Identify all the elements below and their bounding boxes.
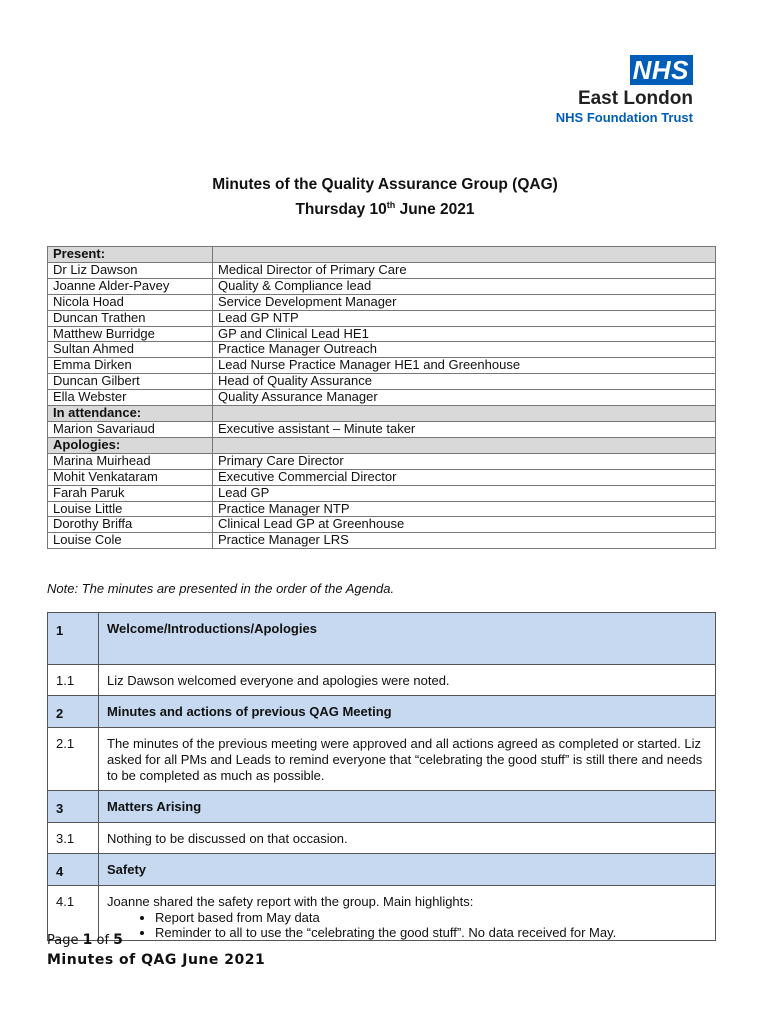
document-title bbox=[0, 174, 770, 220]
attendee-role: Practice Manager Outreach bbox=[213, 342, 716, 358]
attendee-role: Lead GP bbox=[213, 485, 716, 501]
agenda-number: 2.1 bbox=[48, 728, 99, 791]
attendance-row bbox=[48, 310, 716, 326]
agenda-text: Nothing to be discussed on that occasion. bbox=[107, 831, 348, 846]
attendee-name: Matthew Burridge bbox=[48, 326, 213, 342]
agenda-number: 1.1 bbox=[48, 665, 99, 696]
agenda-item-row bbox=[48, 823, 716, 854]
title-date-suffix: th bbox=[386, 200, 396, 210]
attendee-name: Marina Muirhead bbox=[48, 453, 213, 469]
agenda-item-text bbox=[99, 823, 716, 854]
attendance-section-header bbox=[48, 437, 716, 453]
attendance-row bbox=[48, 294, 716, 310]
agenda-section-row bbox=[48, 791, 716, 823]
attendee-name: Sultan Ahmed bbox=[48, 342, 213, 358]
agenda-section-title bbox=[99, 854, 716, 886]
attendee-role bbox=[213, 247, 716, 263]
agenda-text: The minutes of the previous meeting were approved and all actions agreed as completed or started. Liz asked for all PMs and Leads to remind everyone that “celebrating the good stuff” is still there and needs to be completed as much as possible. bbox=[107, 736, 703, 783]
attendee-name: Dorothy Briffa bbox=[48, 517, 213, 533]
attendance-row bbox=[48, 453, 716, 469]
agenda-section-row bbox=[48, 613, 716, 665]
attendee-name: Joanne Alder-Pavey bbox=[48, 278, 213, 294]
attendance-row bbox=[48, 469, 716, 485]
agenda-item-text bbox=[99, 665, 716, 696]
agenda-number: 4.1 bbox=[48, 886, 99, 941]
agenda-table bbox=[47, 612, 716, 941]
agenda-number: 1 bbox=[48, 613, 99, 665]
section-label: In attendance: bbox=[48, 406, 213, 422]
attendance-row bbox=[48, 342, 716, 358]
agenda-number: 4 bbox=[48, 854, 99, 886]
attendee-role: Service Development Manager bbox=[213, 294, 716, 310]
attendee-role: Primary Care Director bbox=[213, 453, 716, 469]
attendee-role: Quality Assurance Manager bbox=[213, 390, 716, 406]
agenda-section-title bbox=[99, 791, 716, 823]
agenda-item-row bbox=[48, 728, 716, 791]
agenda-text: Joanne shared the safety report with the group. Main highlights: bbox=[107, 894, 474, 909]
attendance-row bbox=[48, 533, 716, 549]
attendee-name: Ella Webster bbox=[48, 390, 213, 406]
attendee-role bbox=[213, 437, 716, 453]
attendee-name: Duncan Trathen bbox=[48, 310, 213, 326]
attendee-role: Practice Manager NTP bbox=[213, 501, 716, 517]
attendance-row bbox=[48, 501, 716, 517]
agenda-text: Welcome/Introductions/Apologies bbox=[107, 621, 317, 636]
agenda-number: 3 bbox=[48, 791, 99, 823]
attendee-name: Emma Dirken bbox=[48, 358, 213, 374]
section-label: Apologies: bbox=[48, 437, 213, 453]
agenda-number: 3.1 bbox=[48, 823, 99, 854]
nhs-badge: NHS bbox=[630, 55, 693, 85]
title-date-month: June 2021 bbox=[395, 201, 475, 219]
agenda-bullet: • Report based from May data bbox=[155, 910, 707, 925]
attendee-role: Lead GP NTP bbox=[213, 310, 716, 326]
attendee-name: Farah Paruk bbox=[48, 485, 213, 501]
agenda-text: Safety bbox=[107, 862, 147, 877]
agenda-item-text bbox=[99, 728, 716, 791]
section-label: Present: bbox=[48, 247, 213, 263]
attendee-role: Practice Manager LRS bbox=[213, 533, 716, 549]
agenda-section-title bbox=[99, 696, 716, 728]
attendee-name: Dr Liz Dawson bbox=[48, 262, 213, 278]
attendee-name: Mohit Venkataram bbox=[48, 469, 213, 485]
nhs-logo bbox=[556, 55, 693, 126]
attendance-row bbox=[48, 517, 716, 533]
attendee-role: Head of Quality Assurance bbox=[213, 374, 716, 390]
org-name: East London bbox=[577, 88, 693, 109]
agenda-text: Matters Arising bbox=[107, 799, 202, 814]
attendee-role: GP and Clinical Lead HE1 bbox=[213, 326, 716, 342]
attendee-role: Executive Commercial Director bbox=[213, 469, 716, 485]
agenda-section-row bbox=[48, 696, 716, 728]
attendee-role: Executive assistant – Minute taker bbox=[213, 421, 716, 437]
attendance-row bbox=[48, 326, 716, 342]
title-line-1: Minutes of the Quality Assurance Group (QAG) bbox=[212, 176, 558, 193]
agenda-number: 2 bbox=[48, 696, 99, 728]
agenda-note: Note: The minutes are presented in the order of the Agenda. bbox=[47, 581, 395, 596]
agenda-section-row bbox=[48, 854, 716, 886]
attendee-role: Quality & Compliance lead bbox=[213, 278, 716, 294]
attendance-section-header bbox=[48, 406, 716, 422]
agenda-text: Minutes and actions of previous QAG Meeting bbox=[107, 704, 392, 719]
attendee-name: Duncan Gilbert bbox=[48, 374, 213, 390]
agenda-text: Liz Dawson welcomed everyone and apologies were noted. bbox=[107, 673, 450, 688]
agenda-bullet: • Reminder to all to use the “celebrating the good stuff”. No data received for May. bbox=[155, 925, 707, 940]
attendee-name: Marion Savariaud bbox=[48, 421, 213, 437]
attendee-name: Nicola Hoad bbox=[48, 294, 213, 310]
attendee-role: Lead Nurse Practice Manager HE1 and Greenhouse bbox=[213, 358, 716, 374]
attendee-name: Louise Cole bbox=[48, 533, 213, 549]
attendance-row bbox=[48, 421, 716, 437]
footer-document-title: Minutes of QAG June 2021 bbox=[47, 952, 266, 968]
attendance-row bbox=[48, 374, 716, 390]
title-line-2 bbox=[0, 195, 770, 220]
attendance-section-header bbox=[48, 247, 716, 263]
attendee-role: Clinical Lead GP at Greenhouse bbox=[213, 517, 716, 533]
page-footer bbox=[47, 931, 265, 970]
attendance-row bbox=[48, 262, 716, 278]
page-number: Page 1 of 5 bbox=[47, 932, 123, 948]
attendee-name: Louise Little bbox=[48, 501, 213, 517]
attendance-row bbox=[48, 485, 716, 501]
attendance-row bbox=[48, 278, 716, 294]
attendee-role: Medical Director of Primary Care bbox=[213, 262, 716, 278]
attendance-row bbox=[48, 358, 716, 374]
attendance-table bbox=[47, 246, 716, 549]
title-date-day: Thursday 10 bbox=[295, 201, 387, 219]
agenda-section-title bbox=[99, 613, 716, 665]
agenda-item-row bbox=[48, 665, 716, 696]
attendance-row bbox=[48, 390, 716, 406]
attendee-role bbox=[213, 406, 716, 422]
org-subtitle: NHS Foundation Trust bbox=[555, 110, 693, 125]
